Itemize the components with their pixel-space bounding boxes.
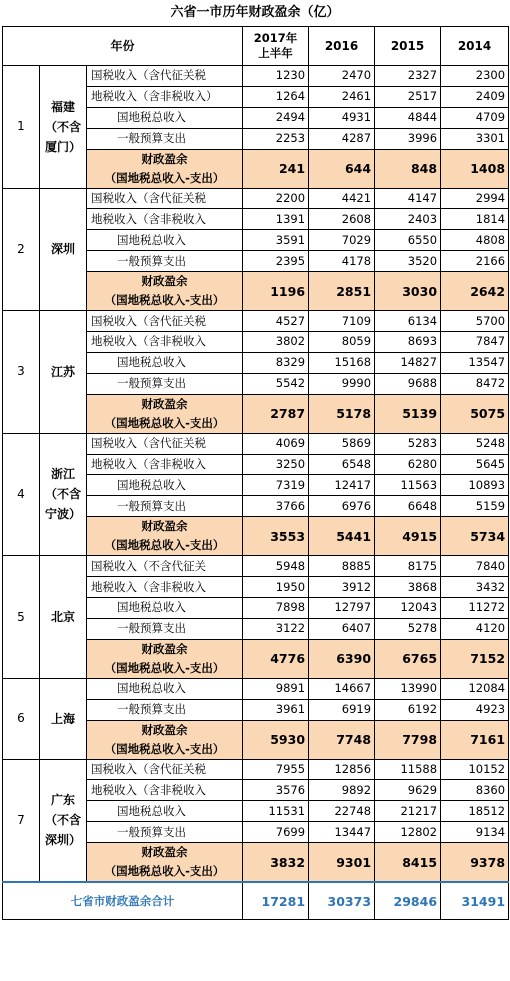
value-cell: 1230: [243, 66, 309, 87]
value-cell: 4844: [375, 107, 441, 128]
value-cell: 6976: [309, 496, 375, 517]
value-cell: 5869: [309, 433, 375, 454]
row-label: 国税收入（含代征关税: [87, 759, 243, 780]
value-cell: 1264: [243, 86, 309, 107]
value-cell: 3591: [243, 230, 309, 251]
value-cell: 13547: [441, 352, 509, 373]
province-name: 浙江 （不含 宁波）: [40, 433, 87, 556]
value-cell: 14827: [375, 352, 441, 373]
value-cell: 12084: [441, 678, 509, 699]
value-cell: 5542: [243, 373, 309, 394]
value-cell: 7847: [441, 332, 509, 353]
value-cell: 12797: [309, 598, 375, 619]
value-cell: 12043: [375, 598, 441, 619]
surplus-value: 644: [309, 149, 375, 188]
value-cell: 2608: [309, 209, 375, 230]
column-header-2016: 2016: [309, 27, 375, 66]
value-cell: 4069: [243, 433, 309, 454]
table-row: [3, 311, 509, 332]
value-cell: 5278: [375, 618, 441, 639]
value-cell: 2994: [441, 188, 509, 209]
value-cell: 8329: [243, 352, 309, 373]
header-row: [3, 27, 509, 66]
surplus-value: 9378: [441, 843, 509, 883]
surplus-value: 3832: [243, 843, 309, 883]
surplus-label-line2: （国地税总收入-支出）: [104, 864, 225, 879]
surplus-label: [87, 149, 243, 188]
value-cell: 5645: [441, 454, 509, 475]
value-cell: 5283: [375, 433, 441, 454]
row-label: 国地税总收入: [87, 352, 243, 373]
value-cell: 4287: [309, 128, 375, 149]
value-cell: 12802: [375, 822, 441, 843]
row-label: 国地税总收入: [87, 598, 243, 619]
value-cell: 22748: [309, 801, 375, 822]
value-cell: 7319: [243, 475, 309, 496]
value-cell: 9134: [441, 822, 509, 843]
surplus-value: 1408: [441, 149, 509, 188]
surplus-label-line2: （国地税总收入-支出）: [104, 170, 225, 185]
surplus-label: [87, 517, 243, 556]
column-header-2017h1: 2017年 上半年: [243, 27, 309, 66]
value-cell: 3122: [243, 618, 309, 639]
value-cell: 2327: [375, 66, 441, 87]
value-cell: 4178: [309, 251, 375, 272]
surplus-value: 6390: [309, 639, 375, 678]
value-cell: 8175: [375, 556, 441, 577]
total-row: [3, 882, 509, 920]
province-name: 上海: [40, 678, 87, 759]
row-label: 地税收入（含非税收入: [87, 780, 243, 801]
value-cell: 2200: [243, 188, 309, 209]
surplus-value: 4915: [375, 517, 441, 556]
value-cell: 3996: [375, 128, 441, 149]
row-label: 地税收入（含非税收入: [87, 454, 243, 475]
surplus-value: 848: [375, 149, 441, 188]
value-cell: 8059: [309, 332, 375, 353]
value-cell: 4527: [243, 311, 309, 332]
surplus-label: [87, 394, 243, 433]
value-cell: 3868: [375, 577, 441, 598]
surplus-label-line1: 财政盈余: [141, 396, 188, 411]
value-cell: 8360: [441, 780, 509, 801]
row-label: 国地税总收入: [87, 475, 243, 496]
surplus-label-line2: （国地税总收入-支出）: [104, 660, 225, 675]
surplus-label: [87, 639, 243, 678]
value-cell: 10893: [441, 475, 509, 496]
row-label: 地税收入（含非税收入: [87, 332, 243, 353]
surplus-value: 7152: [441, 639, 509, 678]
row-index: 3: [3, 311, 40, 434]
value-cell: 7898: [243, 598, 309, 619]
surplus-value: 2787: [243, 394, 309, 433]
surplus-label-line1: 财政盈余: [141, 151, 188, 166]
value-cell: 10152: [441, 759, 509, 780]
value-cell: 3766: [243, 496, 309, 517]
surplus-label: [87, 843, 243, 883]
surplus-value: 241: [243, 149, 309, 188]
value-cell: 4709: [441, 107, 509, 128]
surplus-value: 5734: [441, 517, 509, 556]
surplus-value: 2642: [441, 272, 509, 311]
value-cell: 11531: [243, 801, 309, 822]
value-cell: 2461: [309, 86, 375, 107]
surplus-value: 7161: [441, 720, 509, 759]
value-cell: 13447: [309, 822, 375, 843]
row-label: 一般预算支出: [87, 618, 243, 639]
surplus-label-line2: （国地税总收入-支出）: [104, 741, 225, 756]
surplus-value: 9301: [309, 843, 375, 883]
value-cell: 3432: [441, 577, 509, 598]
value-cell: 2395: [243, 251, 309, 272]
surplus-value: 8415: [375, 843, 441, 883]
surplus-label: [87, 720, 243, 759]
row-label: 一般预算支出: [87, 699, 243, 720]
value-cell: 9990: [309, 373, 375, 394]
value-cell: 2517: [375, 86, 441, 107]
surplus-value: 5178: [309, 394, 375, 433]
row-label: 地税收入（含非税收入: [87, 577, 243, 598]
table-row: [3, 188, 509, 209]
surplus-value: 7748: [309, 720, 375, 759]
row-index: 6: [3, 678, 40, 759]
row-label: 国税收入（不含代征关: [87, 556, 243, 577]
table-row: [3, 66, 509, 87]
surplus-value: 5930: [243, 720, 309, 759]
value-cell: 1814: [441, 209, 509, 230]
value-cell: 2166: [441, 251, 509, 272]
value-cell: 6548: [309, 454, 375, 475]
row-label: 一般预算支出: [87, 251, 243, 272]
value-cell: 4808: [441, 230, 509, 251]
surplus-value: 5075: [441, 394, 509, 433]
row-label: 地税收入（含非税收入: [87, 209, 243, 230]
value-cell: 2253: [243, 128, 309, 149]
total-value: 31491: [441, 882, 509, 920]
fiscal-surplus-table: [2, 26, 509, 920]
table-body: [3, 27, 509, 920]
row-label: 国税收入（含代征关税: [87, 66, 243, 87]
row-index: 1: [3, 66, 40, 189]
surplus-value: 3030: [375, 272, 441, 311]
value-cell: 8693: [375, 332, 441, 353]
value-cell: 1391: [243, 209, 309, 230]
surplus-label-line1: 财政盈余: [141, 519, 188, 534]
value-cell: 9629: [375, 780, 441, 801]
value-cell: 6550: [375, 230, 441, 251]
province-name: 广东 （不含 深圳）: [40, 759, 87, 882]
province-name: 福建 （不含 厦门）: [40, 66, 87, 189]
value-cell: 11588: [375, 759, 441, 780]
value-cell: 2403: [375, 209, 441, 230]
value-cell: 6407: [309, 618, 375, 639]
column-header-2015: 2015: [375, 27, 441, 66]
table-title: 六省一市历年财政盈余（亿）: [170, 5, 340, 20]
surplus-value: 1196: [243, 272, 309, 311]
value-cell: 5700: [441, 311, 509, 332]
row-label: 一般预算支出: [87, 373, 243, 394]
surplus-value: 3553: [243, 517, 309, 556]
surplus-label-line1: 财政盈余: [141, 274, 188, 289]
value-cell: 6648: [375, 496, 441, 517]
value-cell: 5948: [243, 556, 309, 577]
province-name: 江苏: [40, 311, 87, 434]
value-cell: 6919: [309, 699, 375, 720]
value-cell: 9892: [309, 780, 375, 801]
value-cell: 14667: [309, 678, 375, 699]
row-label: 国税收入（含代征关税: [87, 188, 243, 209]
value-cell: 9891: [243, 678, 309, 699]
row-label: 国地税总收入: [87, 678, 243, 699]
row-index: 2: [3, 188, 40, 311]
row-label: 地税收入（含非税收入）: [87, 86, 243, 107]
row-label: 国地税总收入: [87, 230, 243, 251]
surplus-value: 5441: [309, 517, 375, 556]
surplus-label-line2: （国地税总收入-支出）: [104, 415, 225, 430]
value-cell: 4421: [309, 188, 375, 209]
value-cell: 2409: [441, 86, 509, 107]
year-header: 年份: [3, 27, 243, 66]
value-cell: 18512: [441, 801, 509, 822]
row-label: 国税收入（含代征关税: [87, 433, 243, 454]
value-cell: 11563: [375, 475, 441, 496]
surplus-value: 6765: [375, 639, 441, 678]
row-index: 7: [3, 759, 40, 882]
value-cell: 7109: [309, 311, 375, 332]
value-cell: 7699: [243, 822, 309, 843]
value-cell: 2300: [441, 66, 509, 87]
value-cell: 2470: [309, 66, 375, 87]
value-cell: 3802: [243, 332, 309, 353]
surplus-label-line2: （国地税总收入-支出）: [104, 538, 225, 553]
total-label: 七省市财政盈余合计: [3, 882, 243, 920]
value-cell: 12417: [309, 475, 375, 496]
value-cell: 5248: [441, 433, 509, 454]
surplus-value: 7798: [375, 720, 441, 759]
value-cell: 3301: [441, 128, 509, 149]
value-cell: 8885: [309, 556, 375, 577]
row-label: 国地税总收入: [87, 801, 243, 822]
total-value: 30373: [309, 882, 375, 920]
value-cell: 6134: [375, 311, 441, 332]
surplus-label-line1: 财政盈余: [141, 641, 188, 656]
value-cell: 1950: [243, 577, 309, 598]
row-label: 一般预算支出: [87, 128, 243, 149]
value-cell: 7955: [243, 759, 309, 780]
table-row: [3, 556, 509, 577]
value-cell: 4120: [441, 618, 509, 639]
surplus-label-line2: （国地税总收入-支出）: [104, 293, 225, 308]
value-cell: 3520: [375, 251, 441, 272]
value-cell: 3250: [243, 454, 309, 475]
surplus-value: 5139: [375, 394, 441, 433]
province-name: 深圳: [40, 188, 87, 311]
value-cell: 21217: [375, 801, 441, 822]
value-cell: 3961: [243, 699, 309, 720]
value-cell: 7029: [309, 230, 375, 251]
row-label: 国地税总收入: [87, 107, 243, 128]
value-cell: 5159: [441, 496, 509, 517]
value-cell: 4931: [309, 107, 375, 128]
row-index: 4: [3, 433, 40, 556]
value-cell: 6192: [375, 699, 441, 720]
value-cell: 3576: [243, 780, 309, 801]
value-cell: 3912: [309, 577, 375, 598]
province-name: 北京: [40, 556, 87, 679]
table-row: [3, 433, 509, 454]
row-label: 国税收入（含代征关税: [87, 311, 243, 332]
surplus-label-line1: 财政盈余: [141, 722, 188, 737]
value-cell: 11272: [441, 598, 509, 619]
surplus-label-line1: 财政盈余: [141, 845, 188, 860]
value-cell: 2494: [243, 107, 309, 128]
total-value: 29846: [375, 882, 441, 920]
value-cell: 6280: [375, 454, 441, 475]
value-cell: 9688: [375, 373, 441, 394]
value-cell: 13990: [375, 678, 441, 699]
value-cell: 15168: [309, 352, 375, 373]
value-cell: 12856: [309, 759, 375, 780]
value-cell: 8472: [441, 373, 509, 394]
value-cell: 4923: [441, 699, 509, 720]
table-row: [3, 759, 509, 780]
value-cell: 4147: [375, 188, 441, 209]
value-cell: 7840: [441, 556, 509, 577]
row-label: 一般预算支出: [87, 496, 243, 517]
surplus-value: 4776: [243, 639, 309, 678]
table-row: [3, 678, 509, 699]
surplus-label: [87, 272, 243, 311]
total-value: 17281: [243, 882, 309, 920]
column-header-2014: 2014: [441, 27, 509, 66]
row-index: 5: [3, 556, 40, 679]
surplus-value: 2851: [309, 272, 375, 311]
row-label: 一般预算支出: [87, 822, 243, 843]
